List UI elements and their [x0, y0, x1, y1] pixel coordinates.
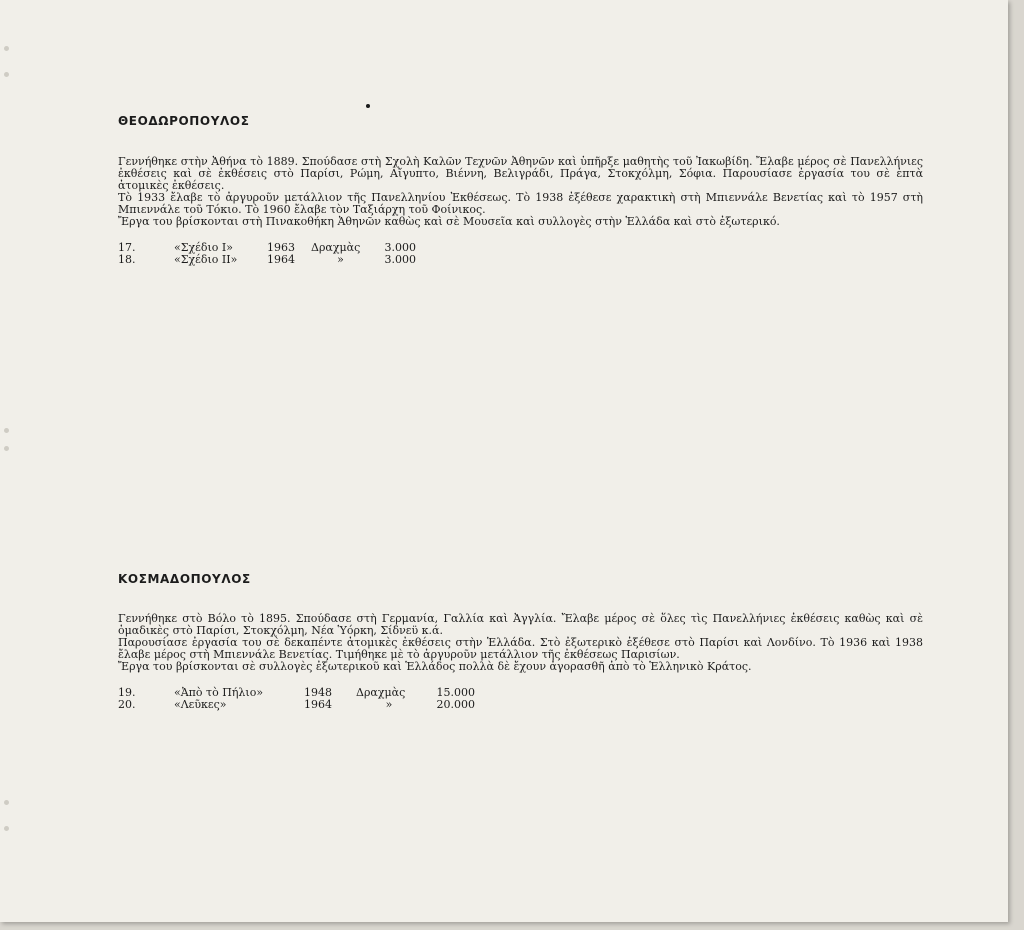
- artist-name: ΘΕΟΔΩΡΟΠΟΥΛΟΣ: [118, 114, 250, 128]
- works-list: [118, 242, 923, 266]
- work-number: 20.: [118, 698, 136, 711]
- price-label: Δραχμὰς: [356, 686, 406, 699]
- punch-hole: [4, 46, 9, 51]
- work-title: «Ἀπὸ τὸ Πήλιο»: [174, 686, 264, 699]
- price-label: Δραχμὰς: [311, 241, 361, 254]
- artist-biography: [118, 613, 923, 673]
- price-label: »: [385, 698, 393, 711]
- biography-paragraph: Γεννήθηκε στὸ Βόλο τὸ 1895. Σπούδασε στὴ Γερμανία, Γαλλία καὶ Ἀγγλία. Ἔλαβε μέρος σὲ ὅλες τὶς Πανελλήνιες ἐκθέσεις καθὼς καὶ σὲ ὁμαδικὲς στὸ Παρίσι, Στοκχόλμη, Νέα Ὑόρκη, Σίδνεϋ κ.ά.: [118, 612, 923, 637]
- work-price: 15.000: [436, 686, 475, 699]
- biography-paragraph: Ἔργα του βρίσκονται στὴ Πινακοθήκη Ἀθηνῶν καθὼς καὶ σὲ Μουσεῖα καὶ συλλογὲς στὴν Ἑλλάδα καὶ στὸ ἐξωτερικό.: [118, 215, 780, 228]
- biography-paragraph: Τὸ 1933 ἔλαβε τὸ ἀργυροῦν μετάλλιον τῆς Πανελληνίου Ἐκθέσεως. Τὸ 1938 ἐξέθεσε χαρακτικὴ στὴ Μπιεννάλε Βενετίας καὶ τὸ 1957 στὴ Μπιεννάλε τοῦ Τόκιο. Τὸ 1960 ἔλαβε τὸν Ταξιάρχη τοῦ Φοίνικος.: [118, 191, 923, 216]
- work-price: 3.000: [384, 241, 416, 254]
- biography-paragraph: Γεννήθηκε στὴν Ἀθήνα τὸ 1889. Σπούδασε στὴ Σχολὴ Καλῶν Τεχνῶν Ἀθηνῶν καὶ ὑπῆρξε μαθητὴς τοῦ Ἰακωβίδη. Ἔλαβε μέρος σὲ Πανελλήνιες ἐκθέσεις καὶ σὲ ἐκθέσεις στὸ Παρίσι, Ρώμη, Αἴγυπτο, Βιέννη, Βελιγράδι, Πράγα, Στοκχόλμη, Σόφια. Παρουσίασε ἐργασία του σὲ ἑπτὰ ἀτομικὲς ἐκθέσεις.: [118, 155, 923, 192]
- work-title: «Λεῦκες»: [174, 698, 227, 711]
- work-year: 1964: [267, 253, 295, 266]
- artist-biography: [118, 156, 923, 228]
- biography-paragraph: Παρουσίασε ἐργασία του σὲ δεκαπέντε ἀτομικὲς ἐκθέσεις στὴν Ἑλλάδα. Στὸ ἐξωτερικὸ ἐξέθεσε στὸ Παρίσι καὶ Λονδίνο. Τὸ 1936 καὶ 1938 ἔλαβε μέρος στὴ Μπιεννάλε Βενετίας. Τιμήθηκε μὲ τὸ ἀργυροῦν μετάλλιον τῆς ἐκθέσεως Παρισίων.: [118, 636, 923, 661]
- artist-entry: [118, 114, 923, 266]
- price-label: »: [337, 253, 344, 266]
- work-year: 1964: [304, 698, 332, 711]
- punch-hole: [4, 72, 9, 77]
- work-year: 1948: [304, 686, 332, 699]
- work-row: [118, 699, 923, 711]
- work-row: [118, 254, 923, 266]
- work-number: 19.: [118, 686, 136, 699]
- work-row: [118, 242, 923, 254]
- artist-name: ΚΟΣΜΑΔΟΠΟΥΛΟΣ: [118, 572, 251, 586]
- punch-hole: [4, 428, 9, 433]
- artist-entry: [118, 572, 923, 711]
- work-number: 17.: [118, 241, 136, 254]
- work-title: «Σχέδιο Ι»: [174, 241, 234, 254]
- work-price: 20.000: [436, 698, 475, 711]
- work-title: «Σχέδιο ΙΙ»: [174, 253, 238, 266]
- punch-hole: [4, 800, 9, 805]
- biography-paragraph: Ἔργα του βρίσκονται σὲ συλλογὲς ἐξωτερικοῦ καὶ Ἑλλάδος πολλὰ δὲ ἔχουν ἀγορασθῆ ἀπὸ τὸ Ἑλληνικὸ Κράτος.: [118, 660, 752, 673]
- punch-hole: [4, 446, 9, 451]
- work-number: 18.: [118, 253, 136, 266]
- ink-dot: [366, 104, 370, 108]
- works-list: [118, 687, 923, 711]
- work-price: 3.000: [384, 253, 416, 266]
- punch-hole: [4, 826, 9, 831]
- work-year: 1963: [267, 241, 295, 254]
- work-row: [118, 687, 923, 699]
